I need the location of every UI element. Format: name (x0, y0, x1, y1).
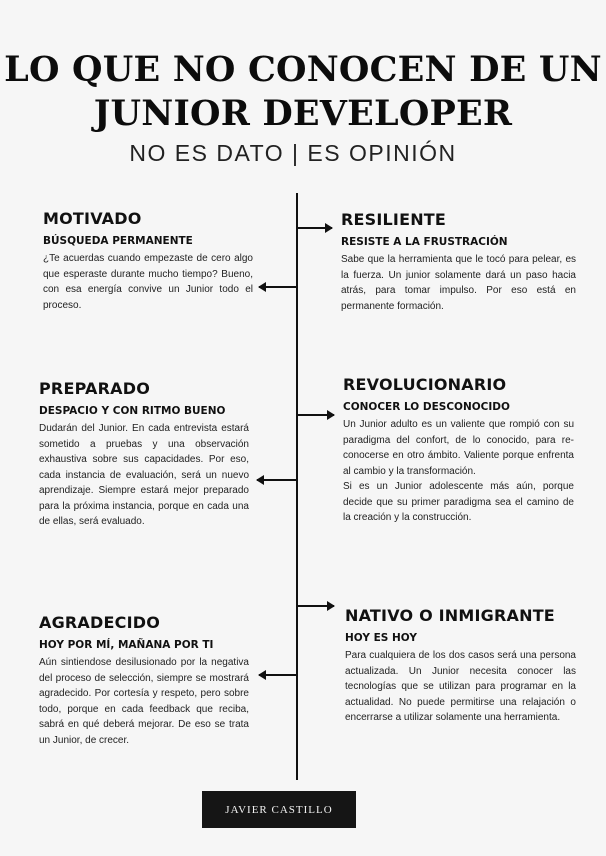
section-heading: MOTIVADO (43, 209, 142, 228)
section-heading: NATIVO O INMIGRANTE (345, 606, 555, 625)
section-heading: AGRADECIDO (39, 613, 161, 632)
section-agradecido (39, 612, 249, 748)
section-text: ¿Te acuerdas cuando empezaste de cero algo que esperaste durante mucho tiempo? Bueno, con esa energía convive un Junior todo el proceso. (43, 253, 253, 311)
arrow-left-preparado (257, 479, 296, 481)
arrow-right-nativo (298, 605, 334, 607)
section-subheading: HOY ES HOY (345, 632, 417, 644)
section-text: Si es un Junior adolescente más aún, porque decide que su primer paradigma sea el camino de la creación y la construcción. (343, 481, 574, 523)
section-text: Para cualquiera de los dos casos será una persona actualizada. Un Junior necesita conocer las tecnologías que se utilizan para programar en la actualidad. No puede permitirse una relajación o encerrarse a utilizar solamente una herramienta. (345, 650, 576, 723)
section-subheading: CONOCER LO DESCONOCIDO (343, 401, 510, 413)
section-motivado (43, 208, 253, 313)
section-preparado (39, 378, 249, 530)
section-nativo-o-inmigrante (345, 605, 576, 726)
section-text: Sabe que la herramienta que le tocó para pelear, es la fuerza. Un junior solamente dará un paso hacia atrás, para tomar impulso. Por eso está en permanente formación. (341, 254, 576, 312)
arrow-left-motivado (259, 286, 296, 288)
page-title: LO QUE NO CONOCEN DE UN JUNIOR DEVELOPER (4, 49, 602, 134)
section-subheading: DESPACIO Y CON RITMO BUENO (39, 405, 226, 417)
arrow-right-revolucionario (298, 414, 334, 416)
section-heading: PREPARADO (39, 379, 151, 398)
section-heading: RESILIENTE (341, 210, 447, 229)
author-signature: JAVIER CASTILLO (202, 791, 356, 828)
section-heading: REVOLUCIONARIO (343, 375, 507, 394)
section-text: Aún sintiendose desilusionado por la negativa del proceso de selección, siempre se mostrará agradecido. Por cortesía y respeto, pero sobre todo, porque en cada feedback que reciba, sabrá en qué deberá mejorar. De eso se trata un Junior, de crecer. (39, 657, 249, 746)
section-subheading: RESISTE A LA FRUSTRACIÓN (341, 236, 508, 248)
section-text: Un Junior adulto es un valiente que rompió con su paradigma del confort, de lo conocido, para re-conocerse en otro ámbito. Valiente porque enfrenta al cambio y la transformación. (343, 419, 574, 477)
arrow-right-resiliente (298, 227, 332, 229)
section-subheading: HOY POR MÍ, MAÑANA POR TI (39, 639, 214, 651)
arrow-left-agradecido (259, 674, 296, 676)
timeline-line (296, 193, 298, 780)
section-revolucionario (343, 374, 574, 526)
page-subtitle: NO ES DATO | ES OPINIÓN (129, 140, 457, 166)
section-text: Dudarán del Junior. En cada entrevista estará sometido a pruebas y una observación exhaustiva sobre sus capacidades. Por eso, cada instancia de evaluación, será un nuevo aprendizaje. Siempre estará mejor preparado para la próxima instancia, porque en cada una de ellas, será evaluado. (39, 423, 249, 527)
section-resiliente (341, 209, 576, 314)
section-subheading: BÚSQUEDA PERMANENTE (43, 235, 193, 247)
